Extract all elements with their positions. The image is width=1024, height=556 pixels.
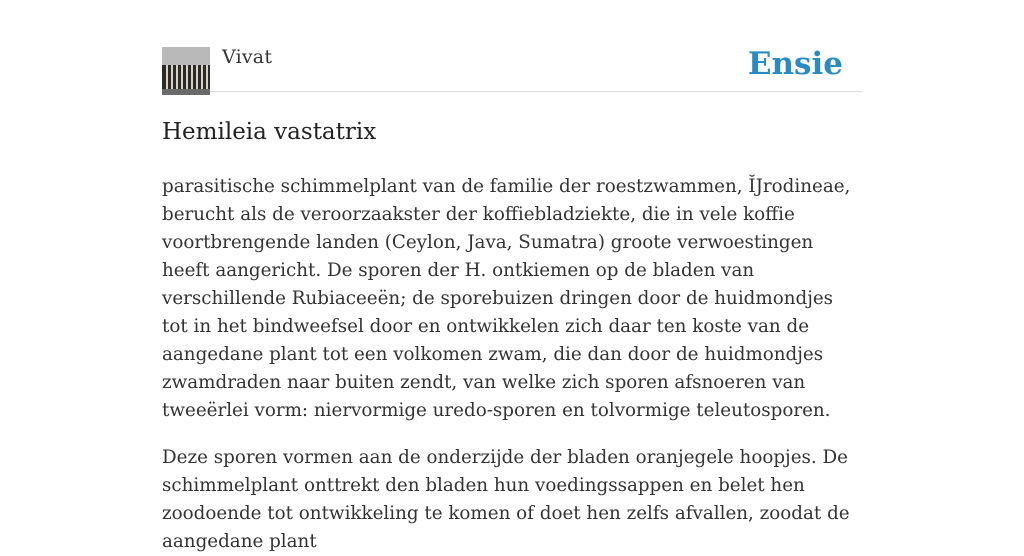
article-page — [162, 0, 862, 556]
article-paragraph: parasitische schimmelplant van de familie der roestzwammen, ĬJrodineae, berucht als de veroorzaakster der koffiebladziekte, die in vele koffie voortbrengende landen (Ceylon, Java, Sumatra) groote verwoestingen heeft aangericht. De sporen der H. ontkiemen op de bladen van verschillende Rubiaceeën; de sporebuizen dringen door de huidmondjes tot in het bindweefsel door en ontwikkelen zich daar ten koste van de aangedane plant tot een volkomen zwam, die dan door de huidmondjes zwamdraden naar buiten zendt, van welke zich sporen afsnoeren van tweeërlei vorm: niervormige uredo-sporen en tolvormige teleutosporen. — [162, 176, 851, 421]
source-name[interactable]: Vivat — [222, 46, 273, 68]
article-title: Hemileia vastatrix — [162, 119, 377, 145]
source-avatar[interactable] — [162, 47, 210, 95]
brand-logo[interactable]: Ensie — [747, 46, 843, 82]
article-header — [162, 0, 862, 92]
book-spines-icon — [162, 47, 210, 95]
article-paragraph: Deze sporen vormen aan de onderzijde der bladen oranjegele hoopjes. De schimmelplant onttrekt den bladen hun voedingssappen en belet hen zoodoende tot ontwikkeling te komen of doet hen zelfs afvallen, zoodat de aangedane plant — [162, 447, 850, 552]
